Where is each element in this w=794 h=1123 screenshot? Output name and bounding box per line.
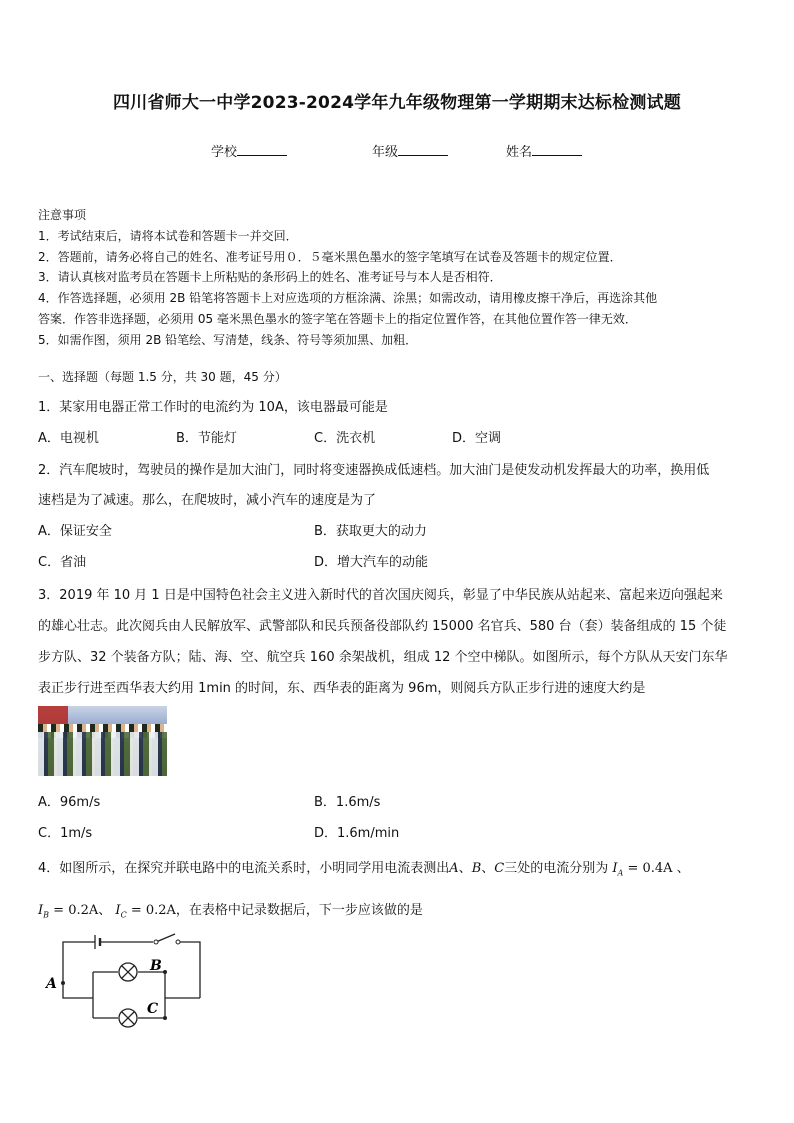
current-ia-symbol: I <box>612 861 618 876</box>
current-ic-value: = 0.2A <box>130 903 176 918</box>
current-ib-symbol: I <box>38 903 44 918</box>
q4-text: 4．如图所示，在探究并联电路中的电流关系时，小明同学用电流表测出 <box>38 861 450 876</box>
point-a: A <box>449 861 459 876</box>
q1-option-b: B．节能灯 <box>176 431 237 446</box>
point-c: C <box>494 861 505 876</box>
q3-option-d: D．1.6m/min <box>314 826 400 841</box>
separator: 、 <box>676 861 690 876</box>
q3-option-a: A．96m/s <box>38 795 101 810</box>
q2-line: 2．汽车爬坡时，驾驶员的操作是加大油门，同时将变速器换成低速档。加大油门是使发动机发挥最大的功率，换用低 <box>38 463 710 478</box>
current-ib-sub: B <box>43 910 50 920</box>
wire <box>178 942 200 998</box>
notes-item: 答案．作答非选择题，必须用 05 毫米黑色墨水的签字笔在答题卡上的指定位置作答，在其他位置作答一律无效． <box>38 311 637 326</box>
label-a: A <box>46 976 57 992</box>
circuit-diagram <box>38 930 208 1030</box>
q3-line: 步方队、32 个装备方队；陆、海、空、航空兵 160 余架战机，组成 12 个空中梯队。如图所示，每个方队从天安门东华 <box>38 650 728 665</box>
q4-line1 <box>38 857 690 878</box>
uniforms-band <box>38 732 167 776</box>
page-title: 四川省师大一中学2023-2024学年九年级物理第一学期期末达标检测试题 <box>113 93 681 113</box>
label-c: C <box>147 1001 159 1017</box>
current-ic-sub: C <box>120 910 127 920</box>
notes-item: 2．答题前，请务必将自己的姓名、准考证号用０．５毫米黑色墨水的签字笔填写在试卷及答题卡的规定位置． <box>38 249 622 264</box>
notes-item: 1．考试结束后，请将本试卷和答题卡一并交回． <box>38 228 298 243</box>
q4-text: ，在表格中记录数据后，下一步应该做的是 <box>175 903 423 918</box>
notes-block <box>38 205 760 351</box>
notes-heading: 注意事项 <box>38 208 87 222</box>
q4-text: 三处的电流分别为 <box>504 861 609 876</box>
name-label: 姓名 <box>506 145 533 160</box>
q4-line2 <box>38 899 423 920</box>
current-ib-value: = 0.2A <box>53 903 99 918</box>
notes-item: 4．作答选择题，必须用 2B 铅笔将答题卡上对应选项的方框涂满、涂黑；如需改动，请用橡皮擦干净后，再选涂其他 <box>38 291 658 306</box>
notes-item: 5．如需作图，须用 2B 铅笔绘、写清楚，线条、符号等须加黑、加粗． <box>38 332 418 347</box>
q3-line: 表正步行进至西华表大约用 1min 的时间，东、西华表的距离为 96m，则阅兵方队正步行进的速度大约是 <box>38 681 646 696</box>
q2-option-c: C．省油 <box>38 555 87 570</box>
name-blank <box>532 143 582 156</box>
school-field <box>211 141 287 160</box>
notes-item: 3．请认真核对监考员在答题卡上所粘贴的条形码上的姓名、准考证号与本人是否相符． <box>38 270 502 285</box>
separator: 、 <box>481 861 495 876</box>
label-b: B <box>150 958 162 974</box>
parade-photo <box>38 706 167 776</box>
lamp-b-cross <box>122 966 134 978</box>
switch-contact <box>154 940 158 944</box>
name-field <box>506 141 582 160</box>
school-label: 学校 <box>211 145 238 160</box>
q2-option-a: A．保证安全 <box>38 524 112 539</box>
wire <box>63 983 93 998</box>
q3-line: 的雄心壮志。此次阅兵由人民解放军、武警部队和民兵预备役部队约 15000 名官兵、580 台（套）装备组成的 15 个徒 <box>38 619 727 634</box>
grade-field <box>372 141 448 160</box>
q1-stem: 1．某家用电器正常工作时的电流约为 10A，该电器最可能是 <box>38 400 388 415</box>
node-c <box>163 1016 167 1020</box>
q3-line: 3．2019 年 10 月 1 日是中国特色社会主义进入新时代的首次国庆阅兵，彰显了中华民族从站起来、富起来迈向强起来 <box>38 588 723 603</box>
grade-label: 年级 <box>372 145 399 160</box>
q2-line: 速档是为了减速。那么，在爬坡时，减小汽车的速度是为了 <box>38 493 377 508</box>
q1-option-d: D．空调 <box>452 431 502 446</box>
node-a <box>61 981 65 985</box>
section-heading: 一、选择题（每题 1.5 分，共 30 题，45 分） <box>38 370 287 384</box>
wire <box>63 942 95 983</box>
school-blank <box>237 143 287 156</box>
separator: 、 <box>458 861 472 876</box>
switch-blade <box>156 934 175 942</box>
q1-option-a: A．电视机 <box>38 431 99 446</box>
node-b <box>163 970 167 974</box>
current-ia-value: = 0.4A <box>627 861 673 876</box>
switch-contact <box>176 940 180 944</box>
q1-option-c: C．洗衣机 <box>314 431 376 446</box>
point-b: B <box>471 861 482 876</box>
current-ic-symbol: I <box>115 903 121 918</box>
q2-option-d: D．增大汽车的动能 <box>314 555 429 570</box>
q3-option-b: B．1.6m/s <box>314 795 381 810</box>
q3-option-c: C．1m/s <box>38 826 93 841</box>
flag-shape <box>38 706 68 724</box>
q2-option-b: B．获取更大的动力 <box>314 524 427 539</box>
grade-blank <box>398 143 448 156</box>
separator: 、 <box>98 903 112 918</box>
lamp-c-cross <box>122 1012 134 1024</box>
current-ia-sub: A <box>617 868 624 878</box>
